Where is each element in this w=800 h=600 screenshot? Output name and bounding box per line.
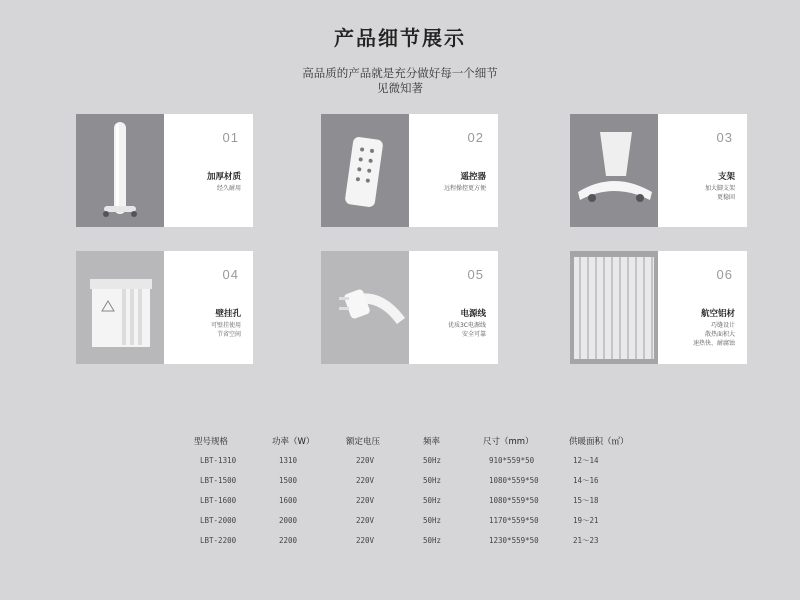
cell-power: 2000 [279, 516, 298, 525]
card-description [448, 321, 486, 339]
spec-table-header [194, 435, 653, 455]
detail-card-thickened-material [76, 114, 253, 227]
cell-size: 1170*559*50 [489, 516, 539, 525]
power-plug-image [321, 251, 409, 364]
card-description [444, 184, 486, 193]
spec-table [194, 435, 653, 555]
col-size: 尺寸（mm） [483, 437, 534, 447]
desc-line: 速热快、耐腐蚀 [692, 340, 735, 347]
card-number: 02 [467, 130, 484, 145]
desc-line: 节省空间 [216, 331, 241, 338]
desc-line: 可壁挂使用 [210, 322, 241, 329]
cell-voltage: 220V [356, 536, 375, 545]
cell-model: LBT-2000 [200, 516, 237, 525]
cell-voltage: 220V [356, 476, 375, 485]
cell-power: 1500 [279, 476, 298, 485]
table-row [194, 515, 653, 535]
cell-size: 1080*559*50 [489, 476, 539, 485]
cell-voltage: 220V [356, 496, 375, 505]
card-title: 遥控器 [460, 172, 486, 182]
cell-frequency: 50Hz [423, 516, 442, 525]
cell-voltage: 220V [356, 516, 375, 525]
table-row [194, 475, 653, 495]
cell-heating-area: 12～14 [573, 456, 599, 465]
col-heating-area: 供暖面积（㎡） [569, 437, 629, 447]
cell-model: LBT-1500 [200, 476, 237, 485]
cell-frequency: 50Hz [423, 536, 442, 545]
col-power: 功率（W） [272, 437, 315, 447]
subtitle-line-1: 高品质的产品就是充分做好每一个细节 [302, 66, 498, 80]
desc-line: 加大脚支架 [704, 185, 735, 192]
page-subtitle [0, 66, 800, 96]
cell-heating-area: 19～21 [573, 516, 599, 525]
detail-card-stand [570, 114, 747, 227]
cell-size: 1080*559*50 [489, 496, 539, 505]
cell-heating-area: 14～16 [573, 476, 599, 485]
cell-frequency: 50Hz [423, 476, 442, 485]
detail-card-remote [321, 114, 498, 227]
col-frequency: 频率 [423, 437, 441, 447]
table-row [194, 495, 653, 515]
table-row [194, 455, 653, 475]
card-description [693, 321, 735, 348]
col-model: 型号规格 [194, 437, 229, 447]
cell-frequency: 50Hz [423, 456, 442, 465]
wall-mount-image [76, 251, 164, 364]
card-title: 加厚材质 [206, 172, 241, 182]
table-row [194, 535, 653, 555]
cell-heating-area: 15～18 [573, 496, 599, 505]
desc-line: 散热面积大 [704, 331, 735, 338]
cell-size: 1230*559*50 [489, 536, 539, 545]
card-description [705, 184, 735, 202]
card-number: 03 [716, 130, 733, 145]
cell-power: 1600 [279, 496, 298, 505]
desc-line: 优质3C电源线 [447, 322, 486, 329]
aluminum-fins-image [570, 251, 658, 364]
detail-card-wall-mount [76, 251, 253, 364]
card-title: 壁挂孔 [215, 309, 241, 319]
cell-model: LBT-1600 [200, 496, 237, 505]
cell-heating-area: 21～23 [573, 536, 599, 545]
cell-model: LBT-2200 [200, 536, 237, 545]
cell-model: LBT-1310 [200, 456, 237, 465]
card-description [217, 184, 241, 193]
card-title: 电源线 [460, 309, 486, 319]
desc-line: 更稳固 [716, 194, 735, 201]
desc-line: 经久耐用 [216, 185, 241, 192]
card-title: 航空铝材 [700, 309, 735, 319]
detail-card-power-cord [321, 251, 498, 364]
remote-control-image [321, 114, 409, 227]
desc-line: 远程操控更方便 [443, 185, 486, 192]
card-number: 06 [716, 267, 733, 282]
card-number: 01 [222, 130, 239, 145]
cell-size: 910*559*50 [489, 456, 535, 465]
stand-foot-image [570, 114, 658, 227]
cell-power: 1310 [279, 456, 298, 465]
page-title: 产品细节展示 [334, 26, 466, 50]
card-number: 04 [222, 267, 239, 282]
card-title: 支架 [717, 172, 735, 182]
card-description [211, 321, 241, 339]
desc-line: 巧缝设计 [710, 322, 735, 329]
cell-frequency: 50Hz [423, 496, 442, 505]
card-number: 05 [467, 267, 484, 282]
heater-stand-image [76, 114, 164, 227]
desc-line: 安全可靠 [461, 331, 486, 338]
subtitle-line-2: 见微知著 [377, 81, 423, 95]
detail-card-aluminum [570, 251, 747, 364]
cell-power: 2200 [279, 536, 298, 545]
cell-voltage: 220V [356, 456, 375, 465]
col-voltage: 额定电压 [346, 437, 381, 447]
